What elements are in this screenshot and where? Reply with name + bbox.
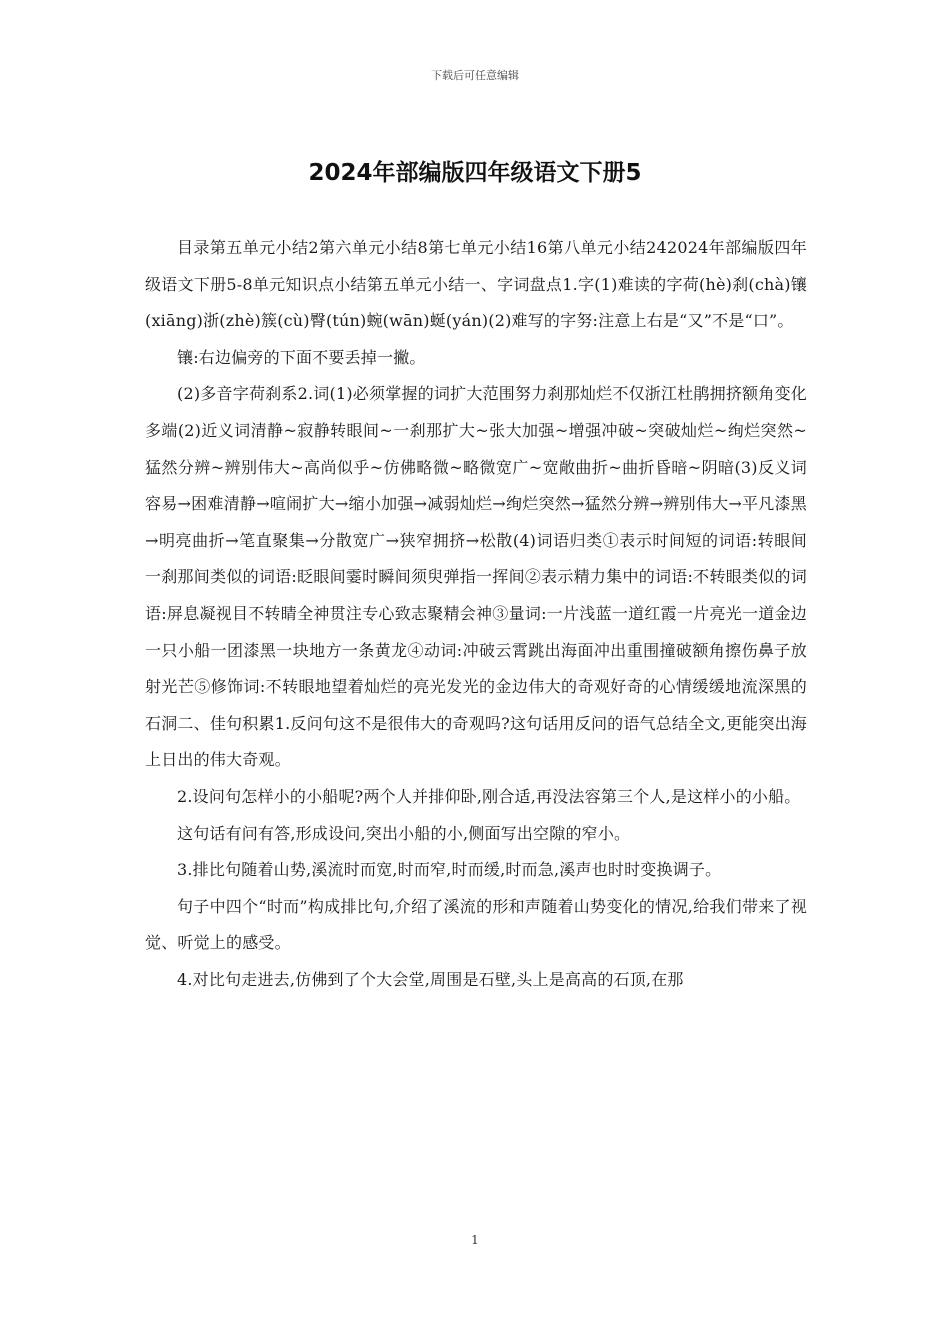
paragraph-word-lists: (2)多音字荷刹系2.词(1)必须掌握的词扩大范围努力刹那灿烂不仅浙江杜鹃拥挤额角变化多端(2)近义词清静~寂静转眼间~一刹那扩大~张大加强~增强冲破~突破灿烂~绚烂突然~猛然分辨~辨别伟大~高尚似乎~仿佛略微~略微宽广~宽敞曲折~曲折昏暗~阴暗(3)反义词容易→困难清静→喧闹扩大→缩小加强→减弱灿烂→绚烂突然→猛然分辨→辨别伟大→平凡漆黑→明亮曲折→笔直聚集→分散宽广→狭窄拥挤→松散(4)词语归类①表示时间短的词语:转眼间一刹那间类似的词语:眨眼间霎时瞬间须臾弹指一挥间②表示精力集中的词语:不转眼类似的词语:屏息凝视目不转睛全神贯注专心致志聚精会神③量词:一片浅蓝一道红霞一片亮光一道金边一只小船一团漆黑一块地方一条黄龙④动词:冲破云霄跳出海面冲出重围撞破额角擦伤鼻子放射光芒⑤修饰词:不转眼地望着灿烂的亮光发光的金边伟大的奇观好奇的心情缓缓地流深黑的石洞二、佳句积累1.反问句这不是很伟大的奇观吗?这句话用反问的语气总结全文,更能突出海上日出的伟大奇观。 bbox=[145, 384, 807, 770]
paragraph-parallelism-explanation: 句子中四个“时而”构成排比句,介绍了溪流的形和声随着山势变化的情况,给我们带来了视觉、听觉上的感受。 bbox=[145, 896, 807, 953]
header-note: 下载后可任意编辑 bbox=[431, 69, 519, 82]
paragraph-rhetorical-question: 2.设问句怎样小的小船呢?两个人并排仰卧,刚合适,再没法容第三个人,是这样小的小船。 bbox=[177, 786, 801, 806]
paragraph-rhetorical-explanation: 这句话有问有答,形成设问,突出小船的小,侧面写出空隙的窄小。 bbox=[177, 823, 631, 843]
paragraph-parallelism: 3.排比句随着山势,溪流时而宽,时而窄,时而缓,时而急,溪声也时时变换调子。 bbox=[177, 860, 722, 880]
page-number: 1 bbox=[471, 1233, 479, 1247]
document-title: 2024年部编版四年级语文下册5 bbox=[308, 160, 642, 186]
paragraph-xiang-note: 镶:右边偏旁的下面不要丢掉一撇。 bbox=[177, 347, 426, 367]
paragraph-contents-and-vocabulary: 目录第五单元小结2第六单元小结8第七单元小结16第八单元小结242024年部编版四年级语文下册5-8单元知识点小结第五单元小结一、字词盘点1.字(1)难读的字荷(hè)刹(chà)镶(xiāng)浙(zhè)簇(cù)臀(tún)蜿(wān)蜒(yán)(2)难写的字努:注意上右是“又”不是“口”。 bbox=[145, 238, 807, 331]
paragraph-contrast: 4.对比句走进去,仿佛到了个大会堂,周围是石壁,头上是高高的石顶,在那 bbox=[177, 969, 684, 989]
document-body bbox=[145, 230, 807, 998]
